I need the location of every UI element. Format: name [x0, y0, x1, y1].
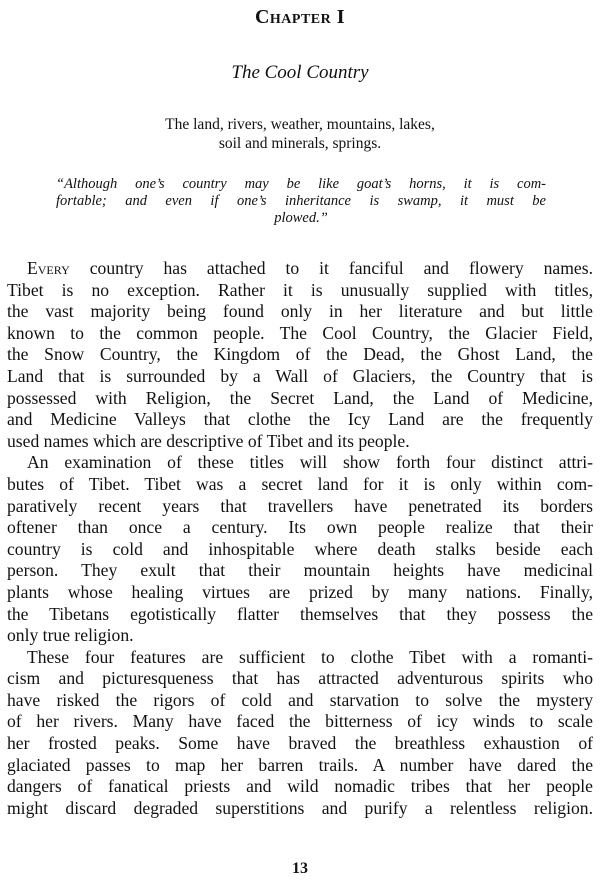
chapter-number: Chapter I [254, 6, 346, 28]
body-line-first [7, 258, 593, 280]
body-text [7, 258, 593, 819]
body-line: oftener than once a century. Its own people realize that their [7, 517, 593, 538]
body-line: the Snow Country, the Kingdom of the Dead, the Ghost Land, the [7, 344, 593, 365]
body-line: cism and picturesqueness that has attracted adventurous spirits who [7, 668, 593, 689]
body-line: country has attached to it fanciful and flowery names. [69, 258, 593, 278]
body-line: the Tibetans egotistically flatter themselves that they possess the [7, 603, 593, 624]
body-line: known to the common people. The Cool Country, the Glacier Field, [7, 322, 593, 343]
epigraph [56, 176, 546, 227]
chapter-title: The Cool Country [231, 62, 369, 83]
body-line: possessed with Religion, the Secret Land, the Land of Medicine, [7, 387, 593, 408]
body-line: have risked the rigors of cold and starvation to solve the mystery [7, 689, 593, 710]
body-line: only true religion. [7, 625, 134, 646]
chapter-summary [60, 115, 540, 153]
body-line: These four features are sufficient to clothe Tibet with a romanti- [27, 646, 593, 667]
body-line: her frosted peaks. Some have braved the breathless exhaustion of [7, 733, 593, 754]
body-line: country is cold and inhospitable where death stalks beside each [7, 538, 593, 559]
body-line: plants whose healing virtues are prized by many nations. Finally, [7, 581, 593, 602]
epigraph-line: plowed.” [274, 210, 328, 226]
body-line: butes of Tibet. Tibet was a secret land for it is only within com- [7, 473, 593, 494]
body-line: Land that is surrounded by a Wall of Glaciers, the Country that is [7, 365, 593, 386]
epigraph-line: “Although one’s country may be like goat’s horns, it is com- [56, 176, 546, 192]
body-line: the vast majority being found only in her literature and but little [7, 301, 593, 322]
body-line: person. They exult that their mountain heights have medicinal [7, 560, 593, 581]
summary-line: The land, rivers, weather, mountains, lakes, [165, 116, 435, 133]
epigraph-line: fortable; and even if one’s inheritance is swamp, it must be [56, 193, 546, 209]
opening-word: Every [27, 258, 70, 278]
summary-line: soil and minerals, springs. [218, 135, 382, 152]
body-line: and Medicine Valleys that clothe the Icy Land are the frequently [7, 409, 593, 430]
body-line: might discard degraded superstitions and purify a relentless religion. [7, 797, 593, 818]
body-line: paratively recent years that travellers have penetrated its borders [7, 495, 593, 516]
body-line: used names which are descriptive of Tibet and its people. [7, 430, 410, 451]
body-line: glaciated passes to map her barren trails. A number have dared the [7, 754, 593, 775]
body-line: An examination of these titles will show forth four distinct attri- [27, 452, 593, 473]
body-line: of her rivers. Many have faced the bitterness of icy winds to scale [7, 711, 593, 732]
page-number: 13 [292, 860, 308, 877]
body-line: dangers of fanatical priests and wild nomadic tribes that her people [7, 776, 593, 797]
body-line: Tibet is no exception. Rather it is unusually supplied with titles, [7, 279, 593, 300]
